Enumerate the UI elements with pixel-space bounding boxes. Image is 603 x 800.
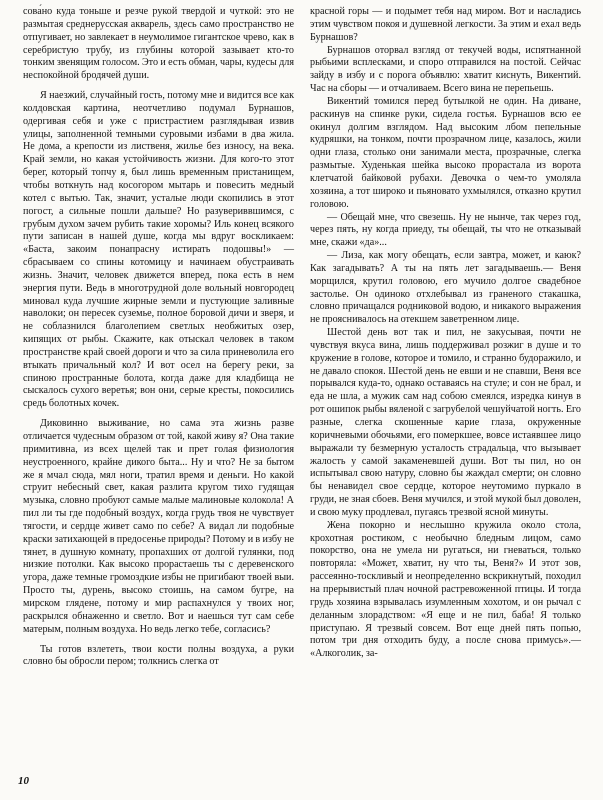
paragraph: Шестой день вот так и пил, не закусывая, почти не чувствуя вкуса вина, лишь поддерживал розжиг в душе и то кружение в голове, которое и томило, и странно будоражило, и не давало спокоя. Шестой день не евши и не спавши, Веня все порывался куда-то, однако оставаясь на стуле; и сон не брал, и еда не шла, а мужик сам над собою смеялся, изредка кинув в рот ошипок рыбы вяленой с загрубелой чешуйчатой ногть. Его разные, слегка скошенные карие глаза, окруженные коричневыми обочьями, его померкшее, вовсе истаявшее лицо выражали ту безмерную усталость страдальца, что вызывает жалость у самой закаменевшей души. Вот ты пил, но он испытывал свою натуру, словно бы жаждал смерти; он словно бы ненавидел свое сердце, которое неутомимо пуркало в груди, не зная сбоев. Веня мучился, и этой мукой был доволен, и свою муку продлевал, пугаясь трезвой ясной минуты. (310, 327, 581, 518)
left-text-column (23, 6, 294, 669)
paragraph: Я наезжий, случайный гость, потому мне и видится все как колдовская картина, неотчетливо подумал Бурнашов, одергивая себя и уже с пристрастием разглядывая извив улицы, заполненной темными суровыми избами в два жила. Не дома, а крепости из лиственя, жилье без износу, на века. Край земли, но какая устойчивость жизни. Для кого-то этот берег, который топчу я, был лишь временным пристанищем, чтобы воткнуть над косогором мытарь и повесить медный котел с вытью. Так, значит, усталые люди скопились в этот погост, а сильные пошли дальше? Но разувериввшимся, с грубым духом зачем рубить такие хоромы? Иль конец всякого пути записан в нашей душе, когда мы вдруг воскликаем: «Баста, закоим понапрасну истирать подошвы!» — сбрасываем со спины котомицу и начинаем обустраивать жизнь. Значит, человек движется вперед, пока есть в нем энергия пути. Ведь в многотрудной доле вольный новгородец миновал куда лучшие жирные земли и пустующие заливные наволоки; он пересек суземье, полное боровой дичи и зверя, и не соблазнился благолепием светлых необжитых озер, кипящих от рыбы. Скажите, как отыскал человек в таком пространстве край своей дороги и что за сила приневолила его втыкать причальный кол? И вот осел на берегу реки, за спиною пространные болота, когда даже для кладбища не сыскалось сухого веретья; вон они, серые кресты, покосились средь болотных кочек. (23, 90, 294, 410)
page-number: 10 (18, 775, 29, 787)
paragraph: Жена покорно и неслышно кружила около стола, крохотная ростиком, с необычно бледным лицом, само покорство, она не умела ни ругаться, ни гневаться, только повторяла: «Может, хватит, ну что ты, Веня?» И этот зов, рассеянно-тоскливый и неопределенно вскрикнутый, походил на прерывистый плач ночной растревоженной птицы. И тогда грудь хозяина взрывалась изумленным хохотом, и он рычал с деланным злорадством: «Я еще и не пил, баба! Я только приступаю. Я трезвый совсем. Вот еще дней пять попью, потом три дня отходить буду, а после снова примусь».— «Алкоголик, за- (310, 519, 581, 660)
paragraph: Бурнашов оторвал взгляд от текучей воды, испятнанной рыбьими всплесками, и споро отправился на постой. Сейчас зайду в избу и с порога объявлю: хватит киснуть, Викентий. Час на сборы — и отчаливаем. Всего вина не перепьешь. (310, 44, 581, 95)
paragraph: Диковинно выживание, но сама эта жизнь разве отличается чудесным образом от той, какой живу я? Она такие примитивна, из всех щелей так и прет голая физиология неустроенного, крайне дикого быта... Ну и что? Не за бытом же я мчал сюда, мял ноги, тратил время и деньги. Но какой струит небесный свет, какая разлита кругом тихо гудящая музыка, словно пробуют самые малые малиновые колокола! А пил ли ты где подобный воздух, когда грудь твоя не чувствует тягости, и сердце живет само по себе? А видал ли подобные краски затихающей в предосенье природы? Потому и в избу не тянет, в душную комнату, пропахших от долгой гулянки, под низкие потолки. Как высоко прорастаешь ты с деревенского угора, даже темные громоздкие избы не пригибают твоей выи. Просто ты, дурень, высоко стоишь, на самом бугре, на мирском глядене, потому и мир распахнулся у твоих ног, раскрылся обнаженно и светло. Вот и наешься тут сам себе матерым, полным воздуха. Но ведь легко тебе, согласись? (23, 418, 294, 635)
paragraph: — Лиза, как могу обещать, если завтра, может, и каюк? Как загадывать? А ты на пять лет загадываешь.— Веня морщился, крутил головою, его мучило долгое свадебное застолье. Он одиноко отхлебывал из граненого стакашка, словно причащался родниковой водою, и никакого выражения не прояснивалось на отекшем заветренном лице. (310, 250, 581, 326)
paragraph: — Обещай мне, что свезешь. Ну не нынче, так через год, через пять, ну когда приеду, ты обещай, ты что не отказывай мне, скажи «да»... (310, 211, 581, 249)
paragraph: красной горы — и подымет тебя над миром. Вот и насладись этим чувством покоя и душевной легкости. За этим и ехал ведь Бурнашов? (310, 6, 581, 43)
paragraph: сова́но куда тоньше и резче рукой твердой и чуткой: это не размытая среднерусская акварель, здесь само пространство не отпугивает, но завлекает в неумолимое гигантское чрево, как в серебристую трубу, из глубины которой зазывает кто-то тонким звенящим голосом. Это и есть обман, чары, кудесы для неспокойной бродячей души. (23, 6, 294, 82)
paragraph: Ты готов взлететь, твои кости полны воздуха, а руки словно бы обросли пером; толкнись слегка от (23, 643, 294, 668)
right-text-column (310, 6, 581, 661)
paragraph: Викентий томился перед бутылкой не один. На диване, раскинув на спинке руки, сидела гостья. Бурнашов всю ее окинул долгим взглядом. Над высоким лбом пепельные кудряшки, на тонком, почти прозрачном лице, казалось, жили одни глаза, столько они занимали места, прозрачные, слегка размытые. Худенькая шейка высоко прорастала из ворота клетчатой байковой рубахи. Девочка о чем-то умоляла хозяина, а тот широко и пьяновато ухмылялся, отказно крутил головою. (310, 95, 581, 210)
